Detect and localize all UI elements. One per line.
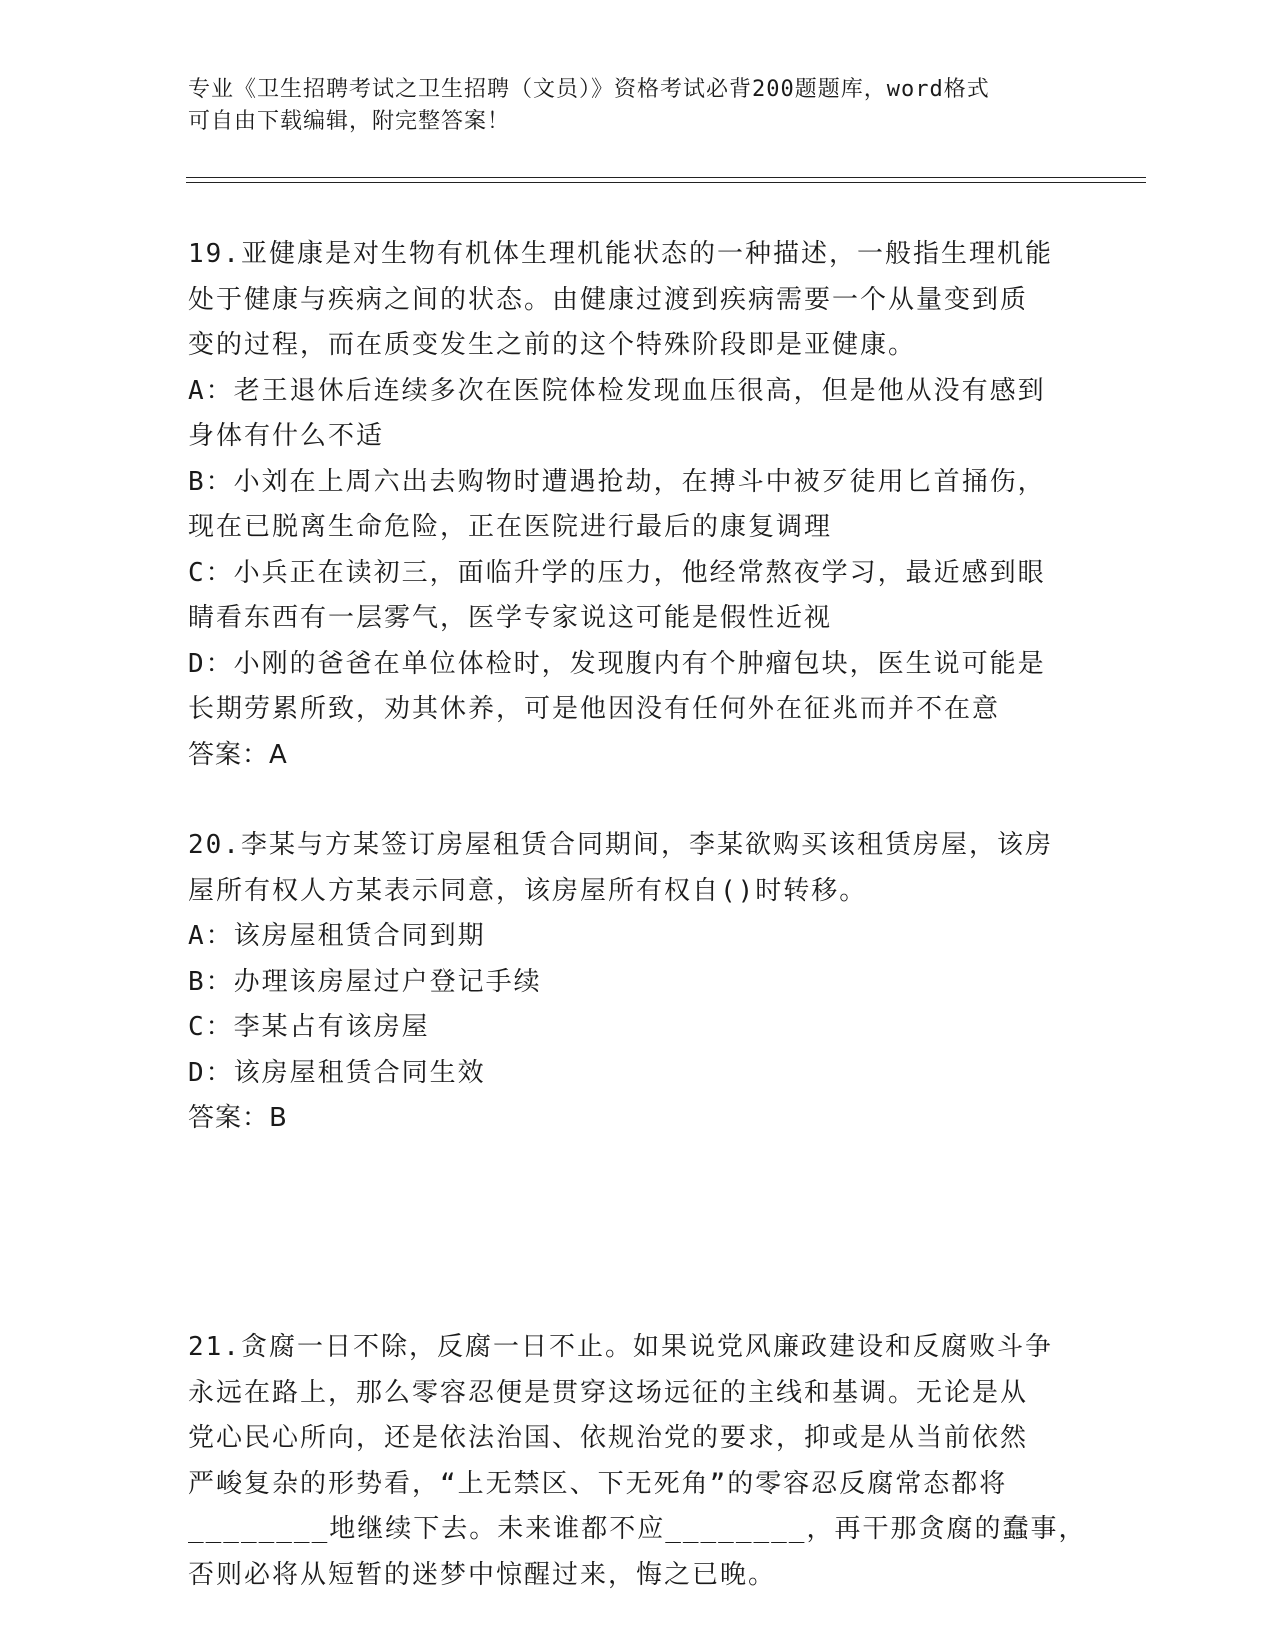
question-text-line: 19.亚健康是对生物有机体生理机能状态的一种描述，一般指生理机能 xyxy=(188,239,1053,269)
option-c-line: 睛看东西有一层雾气，医学专家说这可能是假性近视 xyxy=(188,603,833,633)
option-c-line: C：李某占有该房屋 xyxy=(188,1012,430,1042)
question-text-line: ________地继续下去。未来谁都不应________，再干那贪腐的蠢事， xyxy=(188,1514,1087,1544)
question-text-line: 21.贪腐一日不除，反腐一日不止。如果说党风廉政建设和反腐败斗争 xyxy=(188,1332,1053,1362)
question-20 xyxy=(188,823,1068,1142)
option-a-line: A：老王退休后连续多次在医院体检发现血压很高，但是他从没有感到 xyxy=(188,375,1046,406)
header-divider-top xyxy=(186,177,1146,178)
option-b-line: 现在已脱离生命危险，正在医院进行最后的康复调理 xyxy=(188,512,833,542)
option-d-line: D：小刚的爸爸在单位体检时，发现腹内有个肿瘤包块，医生说可能是 xyxy=(188,648,1046,679)
answer-label: 答案：A xyxy=(188,739,288,770)
option-d-line: D：该房屋租赁合同生效 xyxy=(188,1057,486,1088)
option-d-line: 长期劳累所致，劝其休养，可是他因没有任何外在征兆而并不在意 xyxy=(188,694,1001,724)
question-text-line: 20.李某与方某签订房屋租赁合同期间，李某欲购买该租赁房屋，该房 xyxy=(188,830,1053,860)
option-b-line: B：办理该房屋过户登记手续 xyxy=(188,966,542,997)
question-21 xyxy=(188,1325,1087,1598)
question-text-line: 否则必将从短暂的迷梦中惊醒过来，悔之已晚。 xyxy=(188,1559,777,1590)
header-title-line-1: 专业《卫生招聘考试之卫生招聘（文员）》资格考试必背200题题库，word格式 xyxy=(188,77,990,102)
question-text-line: 严峻复杂的形势看，“上无禁区、下无死角”的零容忍反腐常态都将 xyxy=(188,1468,1008,1499)
header-divider-bottom xyxy=(186,182,1146,183)
header-title-line-2: 可自由下载编辑，附完整答案！ xyxy=(188,109,511,134)
question-text-line: 永远在路上，那么零容忍便是贯穿这场远征的主线和基调。无论是从 xyxy=(188,1377,1029,1408)
question-text-line: 处于健康与疾病之间的状态。由健康过渡到疾病需要一个从量变到质 xyxy=(188,284,1029,315)
document-header xyxy=(188,74,1068,138)
question-19 xyxy=(188,232,1068,778)
option-a-line: 身体有什么不适 xyxy=(188,421,385,451)
option-b-line: B：小刘在上周六出去购物时遭遇抢劫，在搏斗中被歹徒用匕首捅伤， xyxy=(188,466,1046,497)
question-text-line: 屋所有权人方某表示同意，该房屋所有权自()时转移。 xyxy=(188,875,868,906)
question-text-line: 党心民心所向，还是依法治国、依规治党的要求，抑或是从当前依然 xyxy=(188,1423,1029,1453)
option-a-line: A：该房屋租赁合同到期 xyxy=(188,921,486,951)
question-text-line: 变的过程，而在质变发生之前的这个特殊阶段即是亚健康。 xyxy=(188,330,917,360)
answer-label: 答案：B xyxy=(188,1103,288,1133)
option-c-line: C：小兵正在读初三，面临升学的压力，他经常熬夜学习，最近感到眼 xyxy=(188,557,1046,588)
